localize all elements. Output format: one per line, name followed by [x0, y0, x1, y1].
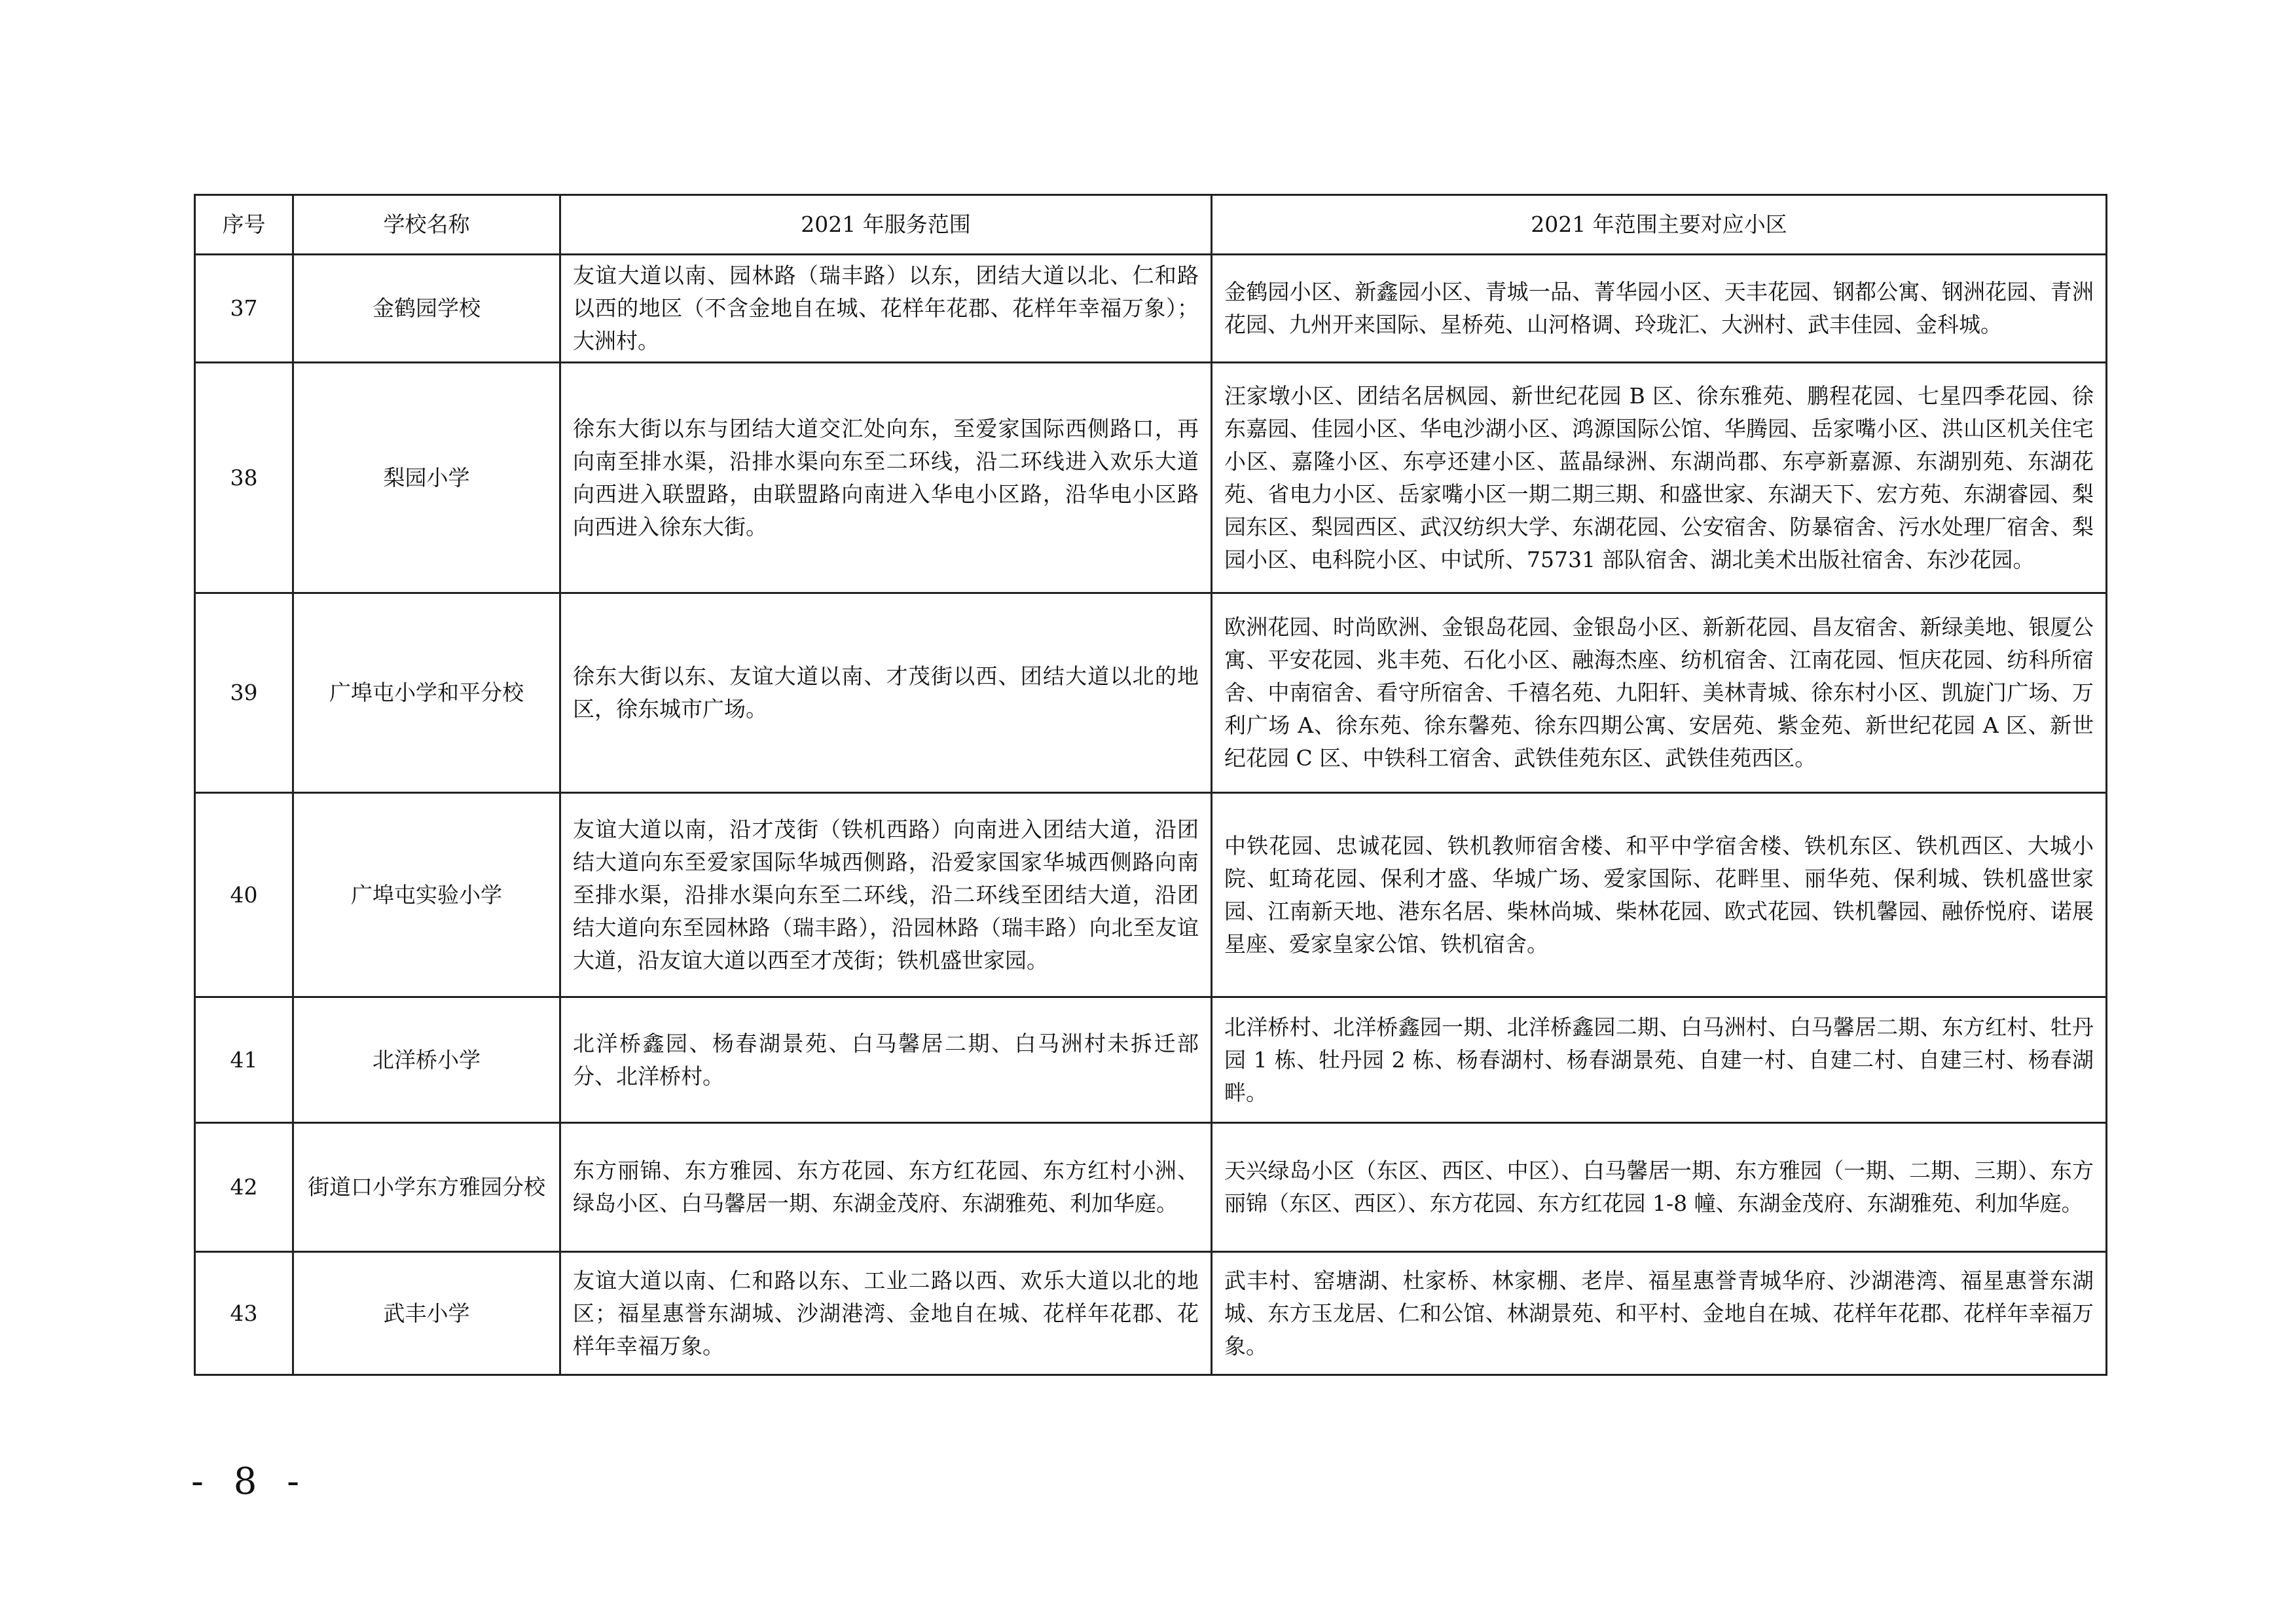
row-covered-communities: 中铁花园、忠诚花园、铁机教师宿舍楼、和平中学宿舍楼、铁机东区、铁机西区、大城小院、虹琦花园、保利才盛、华城广场、爱家国际、花畔里、丽华苑、保利城、铁机盛世家园、江南新天地、港东名居、柴林尚城、柴林花园、欧式花园、铁机馨园、融侨悦府、诺展星座、爱家皇家公馆、铁机宿舍。 — [1212, 793, 2107, 997]
table-row — [195, 1252, 2107, 1375]
row-service-range: 徐东大街以东、友谊大道以南、才茂街以西、团结大道以北的地区，徐东城市广场。 — [560, 593, 1212, 793]
row-covered-communities: 武丰村、窑塘湖、杜家桥、林家棚、老岸、福星惠誉青城华府、沙湖港湾、福星惠誉东湖城、东方玉龙居、仁和公馆、林湖景苑、和平村、金地自在城、花样年花郡、花样年幸福万象。 — [1212, 1252, 2107, 1375]
row-serial-number: 40 — [195, 793, 293, 997]
row-school-name: 金鹤园学校 — [293, 255, 560, 363]
table-row — [195, 793, 2107, 997]
table-row — [195, 593, 2107, 793]
header-service-range: 2021 年服务范围 — [560, 195, 1212, 255]
row-serial-number: 42 — [195, 1123, 293, 1252]
page-number: - 8 - — [191, 1460, 309, 1503]
school-service-range-table — [194, 194, 2107, 1376]
row-service-range: 友谊大道以南、仁和路以东、工业二路以西、欢乐大道以北的地区；福星惠誉东湖城、沙湖港湾、金地自在城、花样年花郡、花样年幸福万象。 — [560, 1252, 1212, 1375]
row-school-name: 广埠屯小学和平分校 — [293, 593, 560, 793]
row-serial-number: 38 — [195, 363, 293, 593]
row-covered-communities: 汪家墩小区、团结名居枫园、新世纪花园 B 区、徐东雅苑、鹏程花园、七星四季花园、徐东嘉园、佳园小区、华电沙湖小区、鸿源国际公馆、华腾园、岳家嘴小区、洪山区机关住宅小区、嘉隆小区、东亭还建小区、蓝晶绿洲、东湖尚郡、东亭新嘉源、东湖别苑、东湖花苑、省电力小区、岳家嘴小区一期二期三期、和盛世家、东湖天下、宏方苑、东湖睿园、梨园东区、梨园西区、武汉纺织大学、东湖花园、公安宿舍、防暴宿舍、污水处理厂宿舍、梨园小区、电科院小区、中试所、75731 部队宿舍、湖北美术出版社宿舍、东沙花园。 — [1212, 363, 2107, 593]
row-school-name: 武丰小学 — [293, 1252, 560, 1375]
header-serial-number: 序号 — [195, 195, 293, 255]
header-covered-communities: 2021 年范围主要对应小区 — [1212, 195, 2107, 255]
table-row — [195, 997, 2107, 1123]
table-header-row — [195, 195, 2107, 255]
row-covered-communities: 金鹤园小区、新鑫园小区、青城一品、菁华园小区、天丰花园、钢都公寓、钢洲花园、青洲花园、九州开来国际、星桥苑、山河格调、玲珑汇、大洲村、武丰佳园、金科城。 — [1212, 255, 2107, 363]
row-service-range: 友谊大道以南、园林路（瑞丰路）以东，团结大道以北、仁和路以西的地区（不含金地自在城、花样年花郡、花样年幸福万象）；大洲村。 — [560, 255, 1212, 363]
table-row — [195, 1123, 2107, 1252]
row-covered-communities: 天兴绿岛小区（东区、西区、中区）、白马馨居一期、东方雅园（一期、二期、三期）、东方丽锦（东区、西区）、东方花园、东方红花园 1-8 幢、东湖金茂府、东湖雅苑、利加华庭。 — [1212, 1123, 2107, 1252]
table-row — [195, 255, 2107, 363]
row-school-name: 北洋桥小学 — [293, 997, 560, 1123]
row-school-name: 街道口小学东方雅园分校 — [293, 1123, 560, 1252]
row-serial-number: 41 — [195, 997, 293, 1123]
header-school-name: 学校名称 — [293, 195, 560, 255]
row-serial-number: 39 — [195, 593, 293, 793]
table-row — [195, 363, 2107, 593]
row-school-name: 广埠屯实验小学 — [293, 793, 560, 997]
row-covered-communities: 欧洲花园、时尚欧洲、金银岛花园、金银岛小区、新新花园、昌友宿舍、新绿美地、银厦公寓、平安花园、兆丰苑、石化小区、融海杰座、纺机宿舍、江南花园、恒庆花园、纺科所宿舍、中南宿舍、看守所宿舍、千禧名苑、九阳轩、美林青城、徐东村小区、凯旋门广场、万利广场 A、徐东苑、徐东馨苑、徐东四期公寓、安居苑、紫金苑、新世纪花园 A 区、新世纪花园 C 区、中铁科工宿舍、武铁佳苑东区、武铁佳苑西区。 — [1212, 593, 2107, 793]
row-school-name: 梨园小学 — [293, 363, 560, 593]
row-service-range: 北洋桥鑫园、杨春湖景苑、白马馨居二期、白马洲村未拆迁部分、北洋桥村。 — [560, 997, 1212, 1123]
row-service-range: 友谊大道以南，沿才茂街（铁机西路）向南进入团结大道，沿团结大道向东至爱家国际华城西侧路，沿爱家国家华城西侧路向南至排水渠，沿排水渠向东至二环线，沿二环线至团结大道，沿团结大道向东至园林路（瑞丰路），沿园林路（瑞丰路）向北至友谊大道，沿友谊大道以西至才茂街；铁机盛世家园。 — [560, 793, 1212, 997]
row-covered-communities: 北洋桥村、北洋桥鑫园一期、北洋桥鑫园二期、白马洲村、白马馨居二期、东方红村、牡丹园 1 栋、牡丹园 2 栋、杨春湖村、杨春湖景苑、自建一村、自建二村、自建三村、杨春湖畔。 — [1212, 997, 2107, 1123]
row-service-range: 徐东大街以东与团结大道交汇处向东，至爱家国际西侧路口，再向南至排水渠，沿排水渠向东至二环线，沿二环线进入欢乐大道向西进入联盟路，由联盟路向南进入华电小区路，沿华电小区路向西进入徐东大街。 — [560, 363, 1212, 593]
row-serial-number: 37 — [195, 255, 293, 363]
row-service-range: 东方丽锦、东方雅园、东方花园、东方红花园、东方红村小洲、绿岛小区、白马馨居一期、东湖金茂府、东湖雅苑、利加华庭。 — [560, 1123, 1212, 1252]
row-serial-number: 43 — [195, 1252, 293, 1375]
